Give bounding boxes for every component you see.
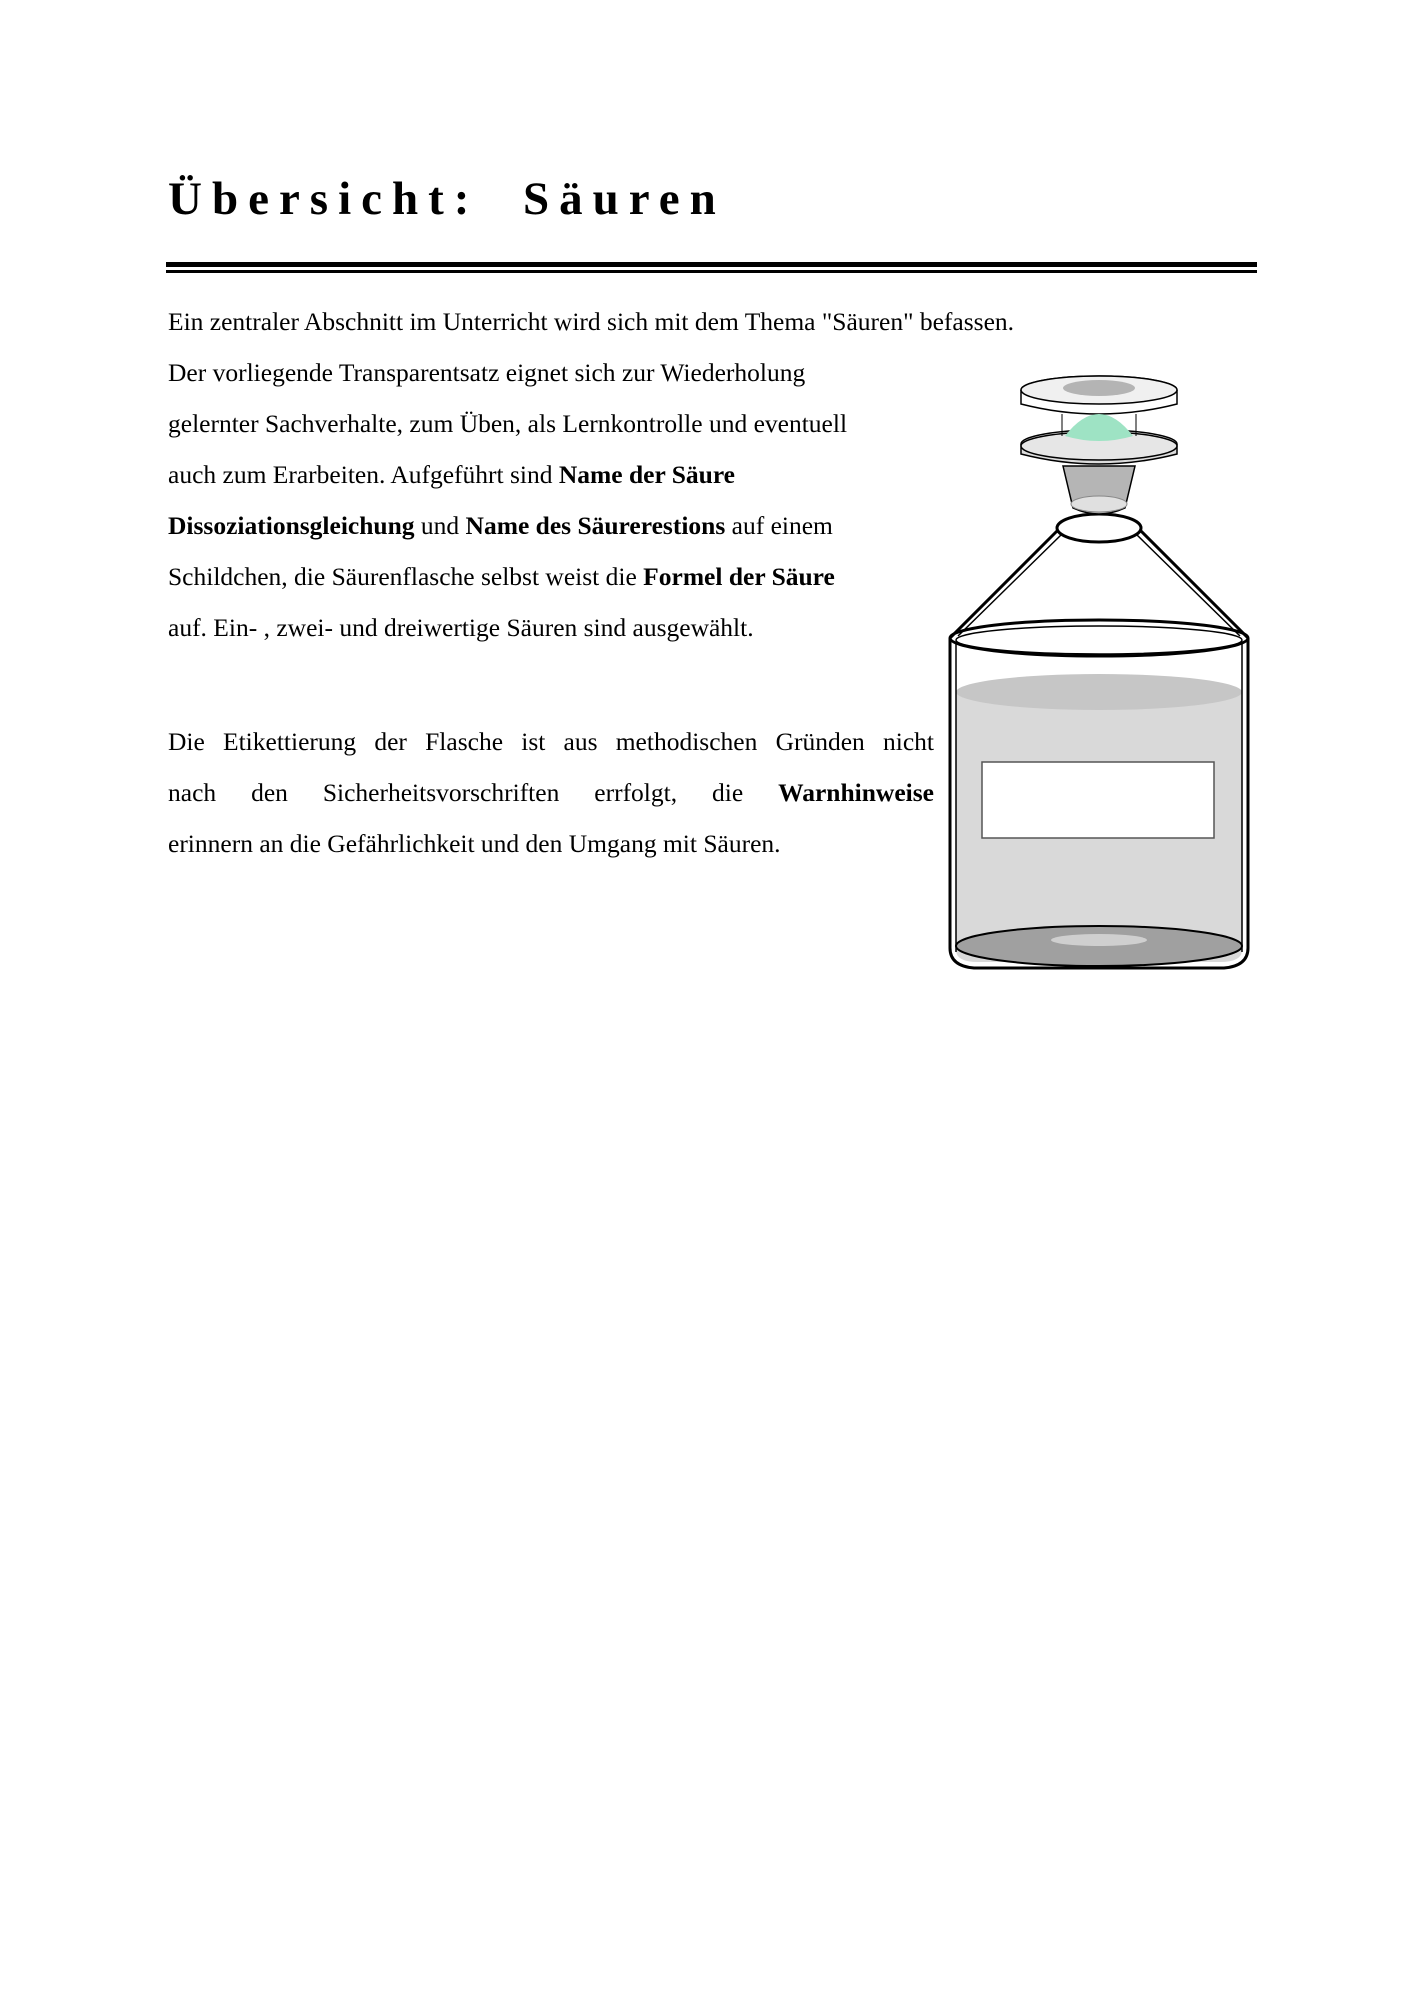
paragraph-intro bbox=[168, 296, 1014, 653]
title-divider-thin bbox=[166, 270, 1257, 273]
bottle-stopper bbox=[1021, 376, 1177, 464]
text-line bbox=[168, 500, 1014, 551]
text-run: nach den Sicherheitsvorschriften errfolgt, die bbox=[168, 778, 779, 807]
text-run: und bbox=[414, 511, 466, 540]
bold-term-warnings: Warnhinweise bbox=[778, 778, 934, 807]
acid-bottle-icon bbox=[944, 374, 1254, 974]
title-divider-thick bbox=[166, 262, 1257, 267]
bold-term-acid-residue: Name des Säurerestions bbox=[465, 511, 726, 540]
text-line: Die Etikettierung der Flasche ist aus methodischen Gründen nicht bbox=[168, 727, 934, 756]
bold-term-dissociation: Dissoziationsgleichung bbox=[168, 511, 415, 540]
bottle-label bbox=[982, 762, 1214, 838]
bold-term-acid-name: Name der Säure bbox=[558, 460, 735, 489]
stopper-gem bbox=[1065, 414, 1133, 441]
text-line bbox=[168, 449, 1014, 500]
bottle-body bbox=[950, 620, 1248, 968]
bottle-neck bbox=[1057, 466, 1141, 542]
text-line bbox=[168, 551, 1014, 602]
text-line bbox=[168, 767, 934, 818]
text-line: Ein zentraler Abschnitt im Unterricht wird sich mit dem Thema "Säuren" befassen. bbox=[168, 307, 1015, 336]
text-line: Der vorliegende Transparentsatz eignet sich zur Wiederholung bbox=[168, 358, 806, 387]
paragraph-labeling bbox=[168, 716, 934, 869]
text-run: auch zum Erarbeiten. Aufgeführt sind bbox=[168, 460, 559, 489]
text-line: gelernter Sachverhalte, zum Üben, als Lernkontrolle und eventuell bbox=[168, 409, 848, 438]
text-line: auf. Ein- , zwei- und dreiwertige Säuren sind ausgewählt. bbox=[168, 613, 754, 642]
text-run: auf einem bbox=[725, 511, 833, 540]
bottle-shoulders bbox=[950, 530, 1248, 638]
text-run: Schildchen, die Säurenflasche selbst weist die bbox=[168, 562, 644, 591]
liquid-surface bbox=[956, 674, 1242, 710]
page-title: Übersicht: Säuren bbox=[168, 173, 726, 225]
text-line: erinnern an die Gefährlichkeit und den Umgang mit Säuren. bbox=[168, 829, 781, 858]
bold-term-formula: Formel der Säure bbox=[643, 562, 835, 591]
